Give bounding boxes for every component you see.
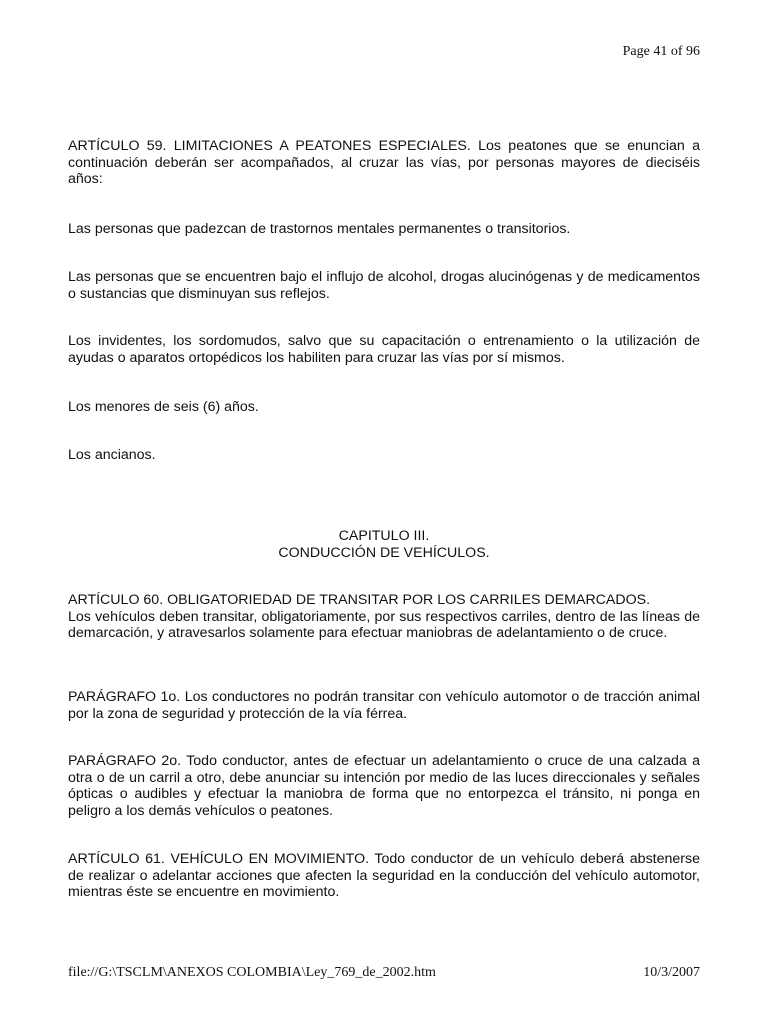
chapter-heading xyxy=(68,528,700,561)
chapter-number: CAPITULO III. xyxy=(338,528,430,544)
file-path: file://G:\TSCLM\ANEXOS COLOMBIA\Ley_769_de_2002.htm xyxy=(68,965,436,980)
page-indicator: Page 41 of 96 xyxy=(622,44,700,59)
paragraph-1o: PARÁGRAFO 1o. Los conductores no podrán transitar con vehículo automotor o de tracción animal por la zona de seguridad y protección de la vía férrea. xyxy=(68,689,700,722)
list-item-alcohol-drugs: Las personas que se encuentren bajo el influjo de alcohol, drogas alucinógenas y de medicamentos o sustancias que disminuyan sus reflejos. xyxy=(68,269,700,302)
article-60-body: Los vehículos deben transitar, obligatoriamente, por sus respectivos carriles, dentro de las líneas de demarcación, y atravesarlos solamente para efectuar maniobras de adelantamiento o de cruce. xyxy=(68,608,700,641)
article-59: ARTÍCULO 59. LIMITACIONES A PEATONES ESPECIALES. Los peatones que se enuncian a continuación deberán ser acompañados, al cruzar las vías, por personas mayores de dieciséis años: xyxy=(68,138,700,187)
list-item-blind-deaf: Los invidentes, los sordomudos, salvo que su capacitación o entrenamiento o la utilización de ayudas o aparatos ortopédicos los habiliten para cruzar las vías por sí mismos. xyxy=(68,333,700,366)
list-item-mental-disorders: Las personas que padezcan de trastornos mentales permanentes o transitorios. xyxy=(68,221,571,237)
paragraph-2o: PARÁGRAFO 2o. Todo conductor, antes de efectuar un adelantamiento o cruce de una calzada a otra o de un carril a otro, debe anunciar su intención por medio de las luces direccionales y señales ópticas o audibles y efectuar la maniobra de forma que no entorpezca el tránsito, ni ponga en peligro a los demás vehículos o peatones. xyxy=(68,753,700,819)
list-item-elderly: Los ancianos. xyxy=(68,447,156,463)
page-footer xyxy=(68,965,700,981)
chapter-title: CONDUCCIÓN DE VEHÍCULOS. xyxy=(278,544,490,561)
list-item-minors: Los menores de seis (6) años. xyxy=(68,399,259,415)
article-60 xyxy=(68,592,700,642)
article-60-title: ARTÍCULO 60. OBLIGATORIEDAD DE TRANSITAR POR LOS CARRILES DEMARCADOS. xyxy=(68,592,651,608)
print-date: 10/3/2007 xyxy=(643,965,700,980)
article-61: ARTÍCULO 61. VEHÍCULO EN MOVIMIENTO. Todo conductor de un vehículo deberá abstenerse de realizar o adelantar acciones que afecten la seguridad en la conducción del vehículo automotor, mientras éste se encuentre en movimiento. xyxy=(68,851,700,900)
